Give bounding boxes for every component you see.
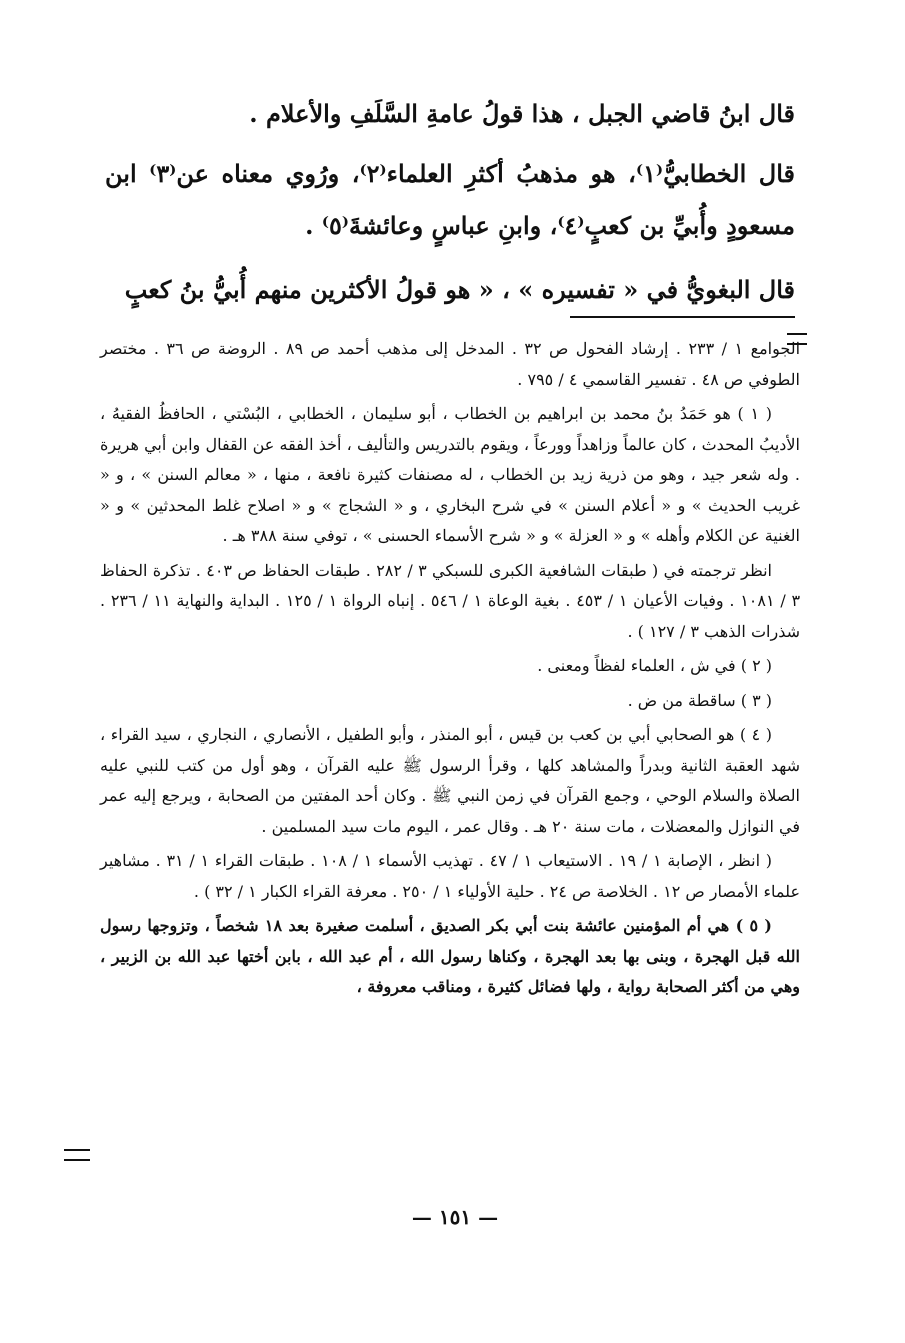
footnote-continuation: الجوامع ١ / ٢٣٣ . إرشاد الفحول ص ٣٢ . المدخل إلى مذهب أحمد ص ٨٩ . الروضة ص ٣٦ . مختصر الطوفي ص ٤٨ . تفسير القاسمي ٤ / ٧٩٥ . bbox=[100, 339, 801, 389]
footnote-4-sources: ( انظر ، الإصابة ١ / ١٩ . الاستيعاب ١ / ٤٧ . تهذيب الأسماء ١ / ١٠٨ . طبقات القراء ١ / ٣١ . مشاهير علماء الأمصار ص ١٢ . الخلاصة ص ٢٤ . حلية الأولياء ١ / ٢٥٠ . معرفة القراء الكبار ١ / ٣٢ ) . bbox=[100, 851, 800, 901]
footnote-1-sources: انظر ترجمته في ( طبقات الشافعية الكبرى للسبكي ٣ / ٢٨٢ . طبقات الحفاظ ص ٤٠٣ . تذكرة الحفاظ ٣ / ١٠٨١ . وفيات الأعيان ١ / ٤٥٣ . بغية الوعاة ١ / ٥٤٦ . إنباه الرواة ١ / ١٢٥ . البداية والنهاية ١١ / ٢٣٦ . شذرات الذهب ٣ / ١٢٧ ) . bbox=[100, 560, 801, 641]
footnote-2: ( ٢ ) في ش ، العلماء لفظاً ومعنى . bbox=[537, 656, 772, 675]
main-paragraph-3: قال البغويُّ في « تفسيره » ، « هو قولُ الأكثرين منهم أُبيُّ بنُ كعبٍ bbox=[124, 275, 795, 304]
footnote-3: ( ٣ ) ساقطة من ض . bbox=[627, 690, 772, 710]
footnote-5: ( ٥ ) هي أم المؤمنين عائشة بنت أبي بكر الصديق ، أسلمت صغيرة بعد ١٨ شخصاً ، وتزوجها رسول الله قبل الهجرة ، وبنى بها بعد الهجرة ، وكناها رسول الله ، أم عبد الله ، بابن أختها عبد الله بن الزبير ، وهي من أكثر الصحابة رواية ، ولها فضائل كثيرة ، ومناقب معروفة ، bbox=[100, 916, 800, 996]
footnote-continues-mark bbox=[64, 1149, 90, 1161]
footnote-divider bbox=[570, 316, 795, 318]
page-number: — ١٥١ — bbox=[411, 1205, 499, 1229]
footnotes bbox=[100, 334, 800, 1007]
main-paragraph-1: قال ابنُ قاضي الجبل ، هذا قولُ عامةِ السَّلَفِ والأعلام . bbox=[249, 99, 795, 128]
main-paragraph-2: قال الخطابيُّ⁽١⁾، هو مذهبُ أكثرِ العلماء⁽٢⁾، ورُوي معناه عن⁽٣⁾ ابن مسعودٍ وأُبيِّ بن كعبٍ⁽٤⁾، وابنِ عباسٍ وعائشةَ⁽٥⁾ . bbox=[105, 159, 796, 240]
footnote-1: ( ١ ) هو حَمَدُ بنُ محمد بن ابراهيم بن الخطاب ، أبو سليمان ، الخطابي ، البُسْتي ، الحافظُ الفقيهُ ، الأديبُ المحدث ، كان عالماً وزاهداً وورعاً ، ويقوم بالتدريس والتأليف ، أخذ الفقه عن القفال وابن أبي هريرة . وله شعر جيد ، وهو من ذرية زيد بن الخطاب ، له مصنفات كثيرة نافعة ، منها ، « معالم السنن » ، و « غريب الحديث » و « أعلام السنن » في شرح البخاري ، و « الشجاج » و « اصلاح غلط المحدثين » و « الغنية عن الكلام وأهله » و « العزلة » و « شرح الأسماء الحسنى » ، توفي سنة ٣٨٨ هـ . bbox=[100, 404, 801, 545]
main-text bbox=[105, 88, 795, 328]
footnote-4: ( ٤ ) هو الصحابي أبي بن كعب بن قيس ، أبو المنذر ، وأبو الطفيل ، الأنصاري ، النجاري ، سيد القراء ، شهد العقبة الثانية وبدراً والمشاهد كلها ، وقرأ الرسول ﷺ عليه القرآن ، وهو أول من كتب للنبي عليه الصلاة والسلام الوحي ، وجمع القرآن في زمن النبي ﷺ . وكان أحد المفتين من الصحابة ، ويرجع إليه عمر في النوازل والمعضلات ، مات سنة ٢٠ هـ . وقال عمر ، اليوم مات سيد المسلمين . bbox=[100, 725, 801, 836]
